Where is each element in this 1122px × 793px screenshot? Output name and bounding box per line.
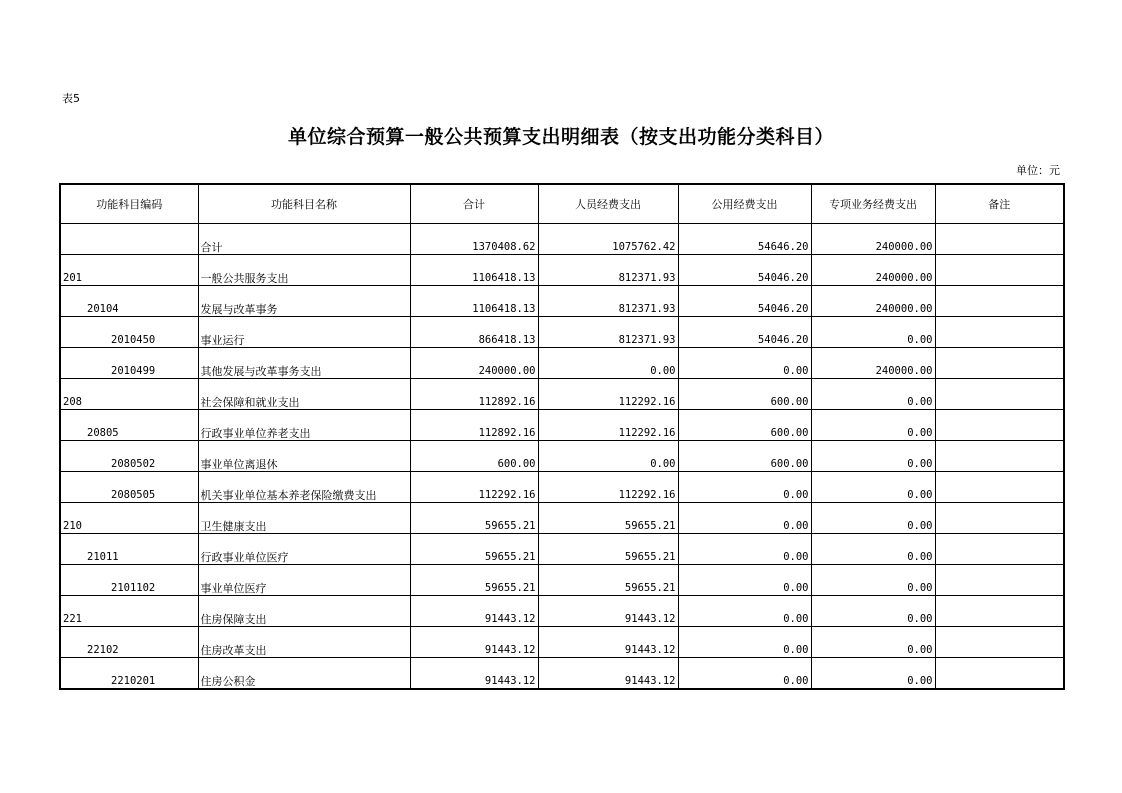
cell-special: 240000.00 <box>811 224 935 255</box>
cell-code: 208 <box>60 379 198 410</box>
cell-total: 240000.00 <box>410 348 538 379</box>
cell-total: 91443.12 <box>410 658 538 690</box>
cell-special: 0.00 <box>811 472 935 503</box>
cell-special: 0.00 <box>811 534 935 565</box>
table-row <box>60 410 1064 441</box>
cell-personnel: 91443.12 <box>538 627 678 658</box>
cell-code: 221 <box>60 596 198 627</box>
cell-note <box>935 503 1064 534</box>
cell-public: 0.00 <box>678 503 811 534</box>
cell-personnel: 112292.16 <box>538 472 678 503</box>
cell-code: 2101102 <box>60 565 198 596</box>
cell-special: 0.00 <box>811 627 935 658</box>
cell-personnel: 112292.16 <box>538 410 678 441</box>
cell-name: 发展与改革事务 <box>198 286 410 317</box>
cell-note <box>935 596 1064 627</box>
table-row <box>60 658 1064 690</box>
table-row <box>60 627 1064 658</box>
table-row <box>60 348 1064 379</box>
cell-total: 1370408.62 <box>410 224 538 255</box>
cell-personnel: 91443.12 <box>538 596 678 627</box>
cell-name: 合计 <box>198 224 410 255</box>
cell-note <box>935 627 1064 658</box>
cell-special: 240000.00 <box>811 286 935 317</box>
cell-name: 其他发展与改革事务支出 <box>198 348 410 379</box>
cell-code: 210 <box>60 503 198 534</box>
cell-note <box>935 441 1064 472</box>
column-header-code: 功能科目编码 <box>60 184 198 224</box>
cell-special: 240000.00 <box>811 255 935 286</box>
expenditure-table <box>59 183 1065 690</box>
cell-total: 112892.16 <box>410 410 538 441</box>
cell-personnel: 59655.21 <box>538 503 678 534</box>
cell-public: 0.00 <box>678 565 811 596</box>
cell-code: 2080505 <box>60 472 198 503</box>
cell-total: 91443.12 <box>410 596 538 627</box>
cell-name: 事业单位医疗 <box>198 565 410 596</box>
cell-name: 事业运行 <box>198 317 410 348</box>
cell-total: 1106418.13 <box>410 255 538 286</box>
cell-special: 0.00 <box>811 410 935 441</box>
table-row <box>60 255 1064 286</box>
cell-note <box>935 255 1064 286</box>
cell-personnel: 812371.93 <box>538 286 678 317</box>
cell-name: 住房公积金 <box>198 658 410 690</box>
cell-note <box>935 534 1064 565</box>
cell-name: 事业单位离退休 <box>198 441 410 472</box>
table-row <box>60 472 1064 503</box>
cell-public: 0.00 <box>678 472 811 503</box>
cell-personnel: 59655.21 <box>538 534 678 565</box>
table-row <box>60 596 1064 627</box>
page-title: 单位综合预算一般公共预算支出明细表（按支出功能分类科目） <box>287 126 834 148</box>
cell-personnel: 0.00 <box>538 441 678 472</box>
unit-label: 单位：元 <box>1016 164 1060 177</box>
cell-note <box>935 286 1064 317</box>
cell-note <box>935 565 1064 596</box>
cell-public: 54046.20 <box>678 255 811 286</box>
cell-total: 112292.16 <box>410 472 538 503</box>
column-header-note: 备注 <box>935 184 1064 224</box>
cell-total: 91443.12 <box>410 627 538 658</box>
cell-personnel: 1075762.42 <box>538 224 678 255</box>
cell-special: 0.00 <box>811 441 935 472</box>
cell-name: 行政事业单位养老支出 <box>198 410 410 441</box>
cell-personnel: 812371.93 <box>538 255 678 286</box>
cell-personnel: 0.00 <box>538 348 678 379</box>
cell-special: 0.00 <box>811 317 935 348</box>
cell-public: 0.00 <box>678 627 811 658</box>
cell-special: 0.00 <box>811 379 935 410</box>
cell-total: 112892.16 <box>410 379 538 410</box>
cell-public: 600.00 <box>678 441 811 472</box>
cell-personnel: 812371.93 <box>538 317 678 348</box>
cell-special: 0.00 <box>811 565 935 596</box>
cell-note <box>935 317 1064 348</box>
table-id: 表5 <box>62 92 80 105</box>
cell-total: 1106418.13 <box>410 286 538 317</box>
cell-note <box>935 658 1064 690</box>
table-row <box>60 317 1064 348</box>
table-row <box>60 565 1064 596</box>
cell-code: 2210201 <box>60 658 198 690</box>
cell-name: 社会保障和就业支出 <box>198 379 410 410</box>
cell-personnel: 59655.21 <box>538 565 678 596</box>
cell-public: 0.00 <box>678 596 811 627</box>
cell-public: 0.00 <box>678 534 811 565</box>
cell-code: 2080502 <box>60 441 198 472</box>
cell-note <box>935 348 1064 379</box>
cell-total: 866418.13 <box>410 317 538 348</box>
cell-note <box>935 472 1064 503</box>
cell-name: 行政事业单位医疗 <box>198 534 410 565</box>
cell-code <box>60 224 198 255</box>
cell-name: 一般公共服务支出 <box>198 255 410 286</box>
cell-total: 59655.21 <box>410 503 538 534</box>
cell-code: 20805 <box>60 410 198 441</box>
cell-name: 卫生健康支出 <box>198 503 410 534</box>
cell-code: 201 <box>60 255 198 286</box>
cell-special: 0.00 <box>811 596 935 627</box>
cell-special: 0.00 <box>811 658 935 690</box>
cell-public: 54046.20 <box>678 317 811 348</box>
table-row <box>60 534 1064 565</box>
table-row <box>60 503 1064 534</box>
cell-total: 59655.21 <box>410 565 538 596</box>
cell-name: 机关事业单位基本养老保险缴费支出 <box>198 472 410 503</box>
cell-public: 54646.20 <box>678 224 811 255</box>
column-header-public: 公用经费支出 <box>678 184 811 224</box>
cell-public: 600.00 <box>678 410 811 441</box>
cell-public: 0.00 <box>678 658 811 690</box>
cell-code: 2010450 <box>60 317 198 348</box>
column-header-personnel: 人员经费支出 <box>538 184 678 224</box>
table-row <box>60 224 1064 255</box>
cell-public: 600.00 <box>678 379 811 410</box>
cell-code: 20104 <box>60 286 198 317</box>
cell-note <box>935 224 1064 255</box>
table-row <box>60 379 1064 410</box>
cell-code: 22102 <box>60 627 198 658</box>
cell-code: 2010499 <box>60 348 198 379</box>
cell-code: 21011 <box>60 534 198 565</box>
cell-personnel: 91443.12 <box>538 658 678 690</box>
table-header-row <box>60 184 1064 224</box>
column-header-total: 合计 <box>410 184 538 224</box>
cell-note <box>935 379 1064 410</box>
column-header-name: 功能科目名称 <box>198 184 410 224</box>
cell-special: 0.00 <box>811 503 935 534</box>
column-header-special: 专项业务经费支出 <box>811 184 935 224</box>
cell-special: 240000.00 <box>811 348 935 379</box>
table-body <box>60 224 1064 690</box>
table-row <box>60 286 1064 317</box>
cell-public: 54046.20 <box>678 286 811 317</box>
cell-name: 住房保障支出 <box>198 596 410 627</box>
table-row <box>60 441 1064 472</box>
cell-personnel: 112292.16 <box>538 379 678 410</box>
cell-name: 住房改革支出 <box>198 627 410 658</box>
cell-note <box>935 410 1064 441</box>
cell-public: 0.00 <box>678 348 811 379</box>
cell-total: 59655.21 <box>410 534 538 565</box>
cell-total: 600.00 <box>410 441 538 472</box>
